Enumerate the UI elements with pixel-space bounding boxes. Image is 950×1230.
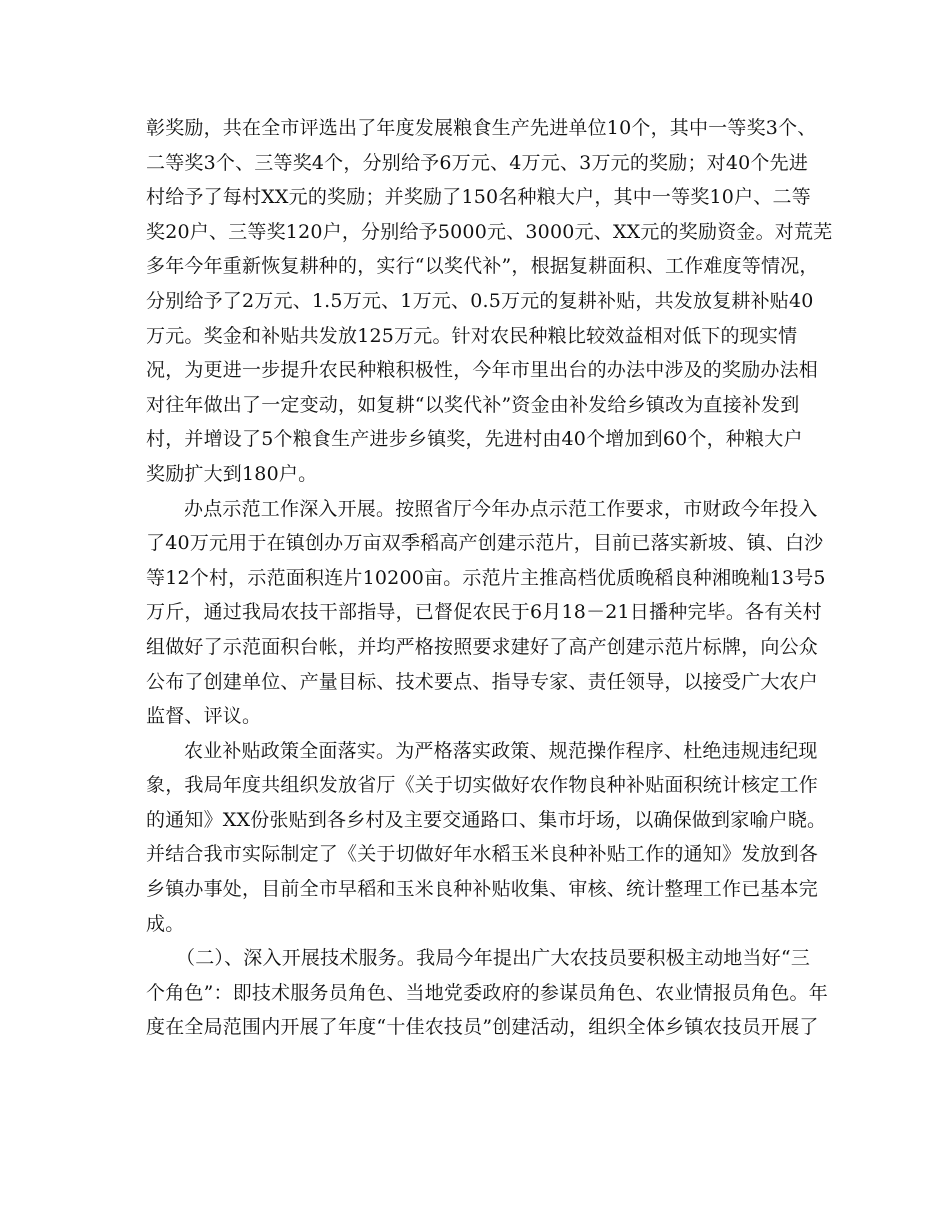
text-line: 分别给予了2万元、1.5万元、1万元、0.5万元的复耕补贴，共发放复耕补贴40 xyxy=(146,289,814,312)
text-line: 成。 xyxy=(146,912,185,935)
text-line: 对往年做出了一定变动，如复耕“以奖代补”资金由补发给乡镇改为直接补发到 xyxy=(146,393,800,416)
document-body xyxy=(146,111,833,1045)
text-line: 万元。奖金和补贴共发放125万元。针对农民种粮比较效益相对低下的现实情 xyxy=(146,324,798,347)
text-line: 度在全局范围内开展了年度“十佳农技员”创建活动，组织全体乡镇农技员开展了 xyxy=(146,1016,819,1039)
text-line: 了40万元用于在镇创办万亩双季稻高产创建示范片，目前已落实新坡、镇、白沙 xyxy=(146,532,824,555)
text-line: 况，为更进一步提升农民种粮积极性，今年市里出台的办法中涉及的奖励办法相 xyxy=(146,359,819,382)
text-line: 办点示范工作深入开展。按照省厅今年办点示范工作要求，市财政今年投入 xyxy=(184,497,818,520)
text-line: 等12个村，示范面积连片10200亩。示范片主推高档优质晚稻良种湘晚籼13号5 xyxy=(146,566,826,589)
text-line: 公布了创建单位、产量目标、技术要点、指导专家、责任领导，以接受广大农户 xyxy=(146,670,819,693)
text-line: 并结合我市实际制定了《关于切做好年水稻玉米良种补贴工作的通知》发放到各 xyxy=(146,843,819,866)
text-line: 奖20户、三等奖120户，分别给予5000元、3000元、XX元的奖励资金。对荒芜 xyxy=(146,220,833,243)
text-line: 村，并增设了5个粮食生产进步乡镇奖，先进村由40个增加到60个，种粮大户 xyxy=(146,428,803,451)
text-line: 个角色”：即技术服务员角色、当地党委政府的参谋员角色、农业情报员角色。年 xyxy=(146,981,828,1004)
text-line: 二等奖3个、三等奖4个，分别给予6万元、4万元、3万元的奖励；对40个先进 xyxy=(146,151,809,174)
text-line: 象，我局年度共组织发放省厅《关于切实做好农作物良种补贴面积统计核定工作 xyxy=(146,774,819,797)
text-line: 彰奖励，共在全市评选出了年度发展粮食生产先进单位10个，其中一等奖3个、 xyxy=(146,117,817,139)
text-line: 乡镇办事处，目前全市早稻和玉米良种补贴收集、审核、统计整理工作已基本完 xyxy=(146,878,819,901)
text-line: 农业补贴政策全面落实。为严格落实政策、规范操作程序、杜绝违规违纪现 xyxy=(184,739,818,762)
text-line: 村给予了每村XX元的奖励；并奖励了150名种粮大户，其中一等奖10户、二等 xyxy=(146,186,811,209)
text-line: 的通知》XX份张贴到各乡村及主要交通路口、集市圩场，以确保做到家喻户晓。 xyxy=(146,808,827,831)
text-line: 奖励扩大到180户。 xyxy=(146,462,318,485)
text-line: 监督、评议。 xyxy=(146,705,262,728)
text-line: 多年今年重新恢复耕种的，实行“以奖代补”，根据复耕面积、工作难度等情况， xyxy=(146,255,819,278)
text-line: （二）、深入开展技术服务。我局今年提出广大农技员要积极主动地当好“三 xyxy=(176,947,811,970)
text-line: 万斤，通过我局农技干部指导，已督促农民于6月18－21日播种完毕。各有关村 xyxy=(146,601,822,624)
text-line: 组做好了示范面积台帐，并均严格按照要求建好了高产创建示范片标牌，向公众 xyxy=(146,635,819,658)
